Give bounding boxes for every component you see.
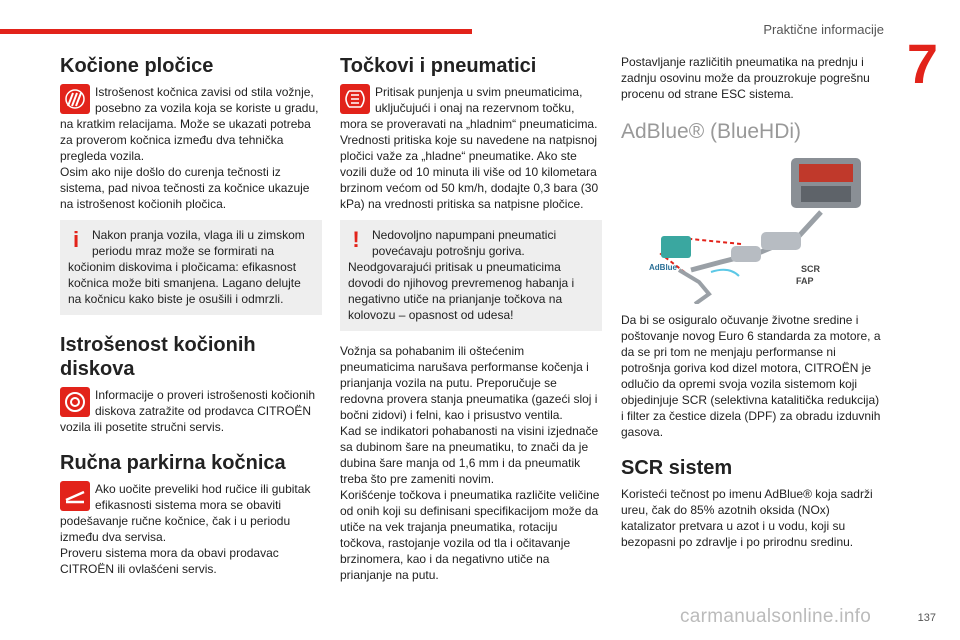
esc-text: Postavljanje različitih pneumatika na prednju i zadnju osovinu može da prouzrokuje pogrešnu procenu od strane ESC sistema. xyxy=(621,55,870,101)
column-adblue xyxy=(621,54,883,550)
label-adblue: AdBlue xyxy=(649,263,677,272)
label-scr: SCR xyxy=(801,264,821,274)
brake-discs-text: Informacije o proveri istrošenosti kočionih diskova zatražite od prodavca CITROËN vozila ili posetite stručni servis. xyxy=(60,388,316,434)
watermark: carmanualsonline.info xyxy=(680,606,872,627)
info-note-text: Nakon pranja vozila, vlaga ili u zimskom periodu mraz može se formirati na kočionim diskovima i pločicama: efikasnost kočnica može biti smanjena. Lagano delujte na kočnicu kako biste je osušili i odmrzli. xyxy=(68,228,305,306)
engine-block xyxy=(791,158,861,208)
scr-text: Koristeći tečnost po imenu AdBlue® koja sadrži ureu, čak do 85% azotnih oksida (NOx) katalizator pretvara u azot i u vodu, koji su bezopasni po zdravlje i po prirodnu sredinu. xyxy=(621,487,873,549)
heading-scr-system: SCR sistem xyxy=(621,457,733,479)
page-number: 137 xyxy=(917,612,936,624)
tyres-text-3: Vožnja sa pohabanim ili oštećenim pneumaticima narušava performanse kočenja i prianjanja vozila na putu. Preporučuje se redovna provera stanja pneumatika (gazeći sloj i bočni zidovi) i felni, kao i prisustvo ventila. xyxy=(340,344,598,422)
heading-adblue: AdBlue® (BlueHDi) xyxy=(621,120,802,143)
label-fap: FAP xyxy=(796,276,814,286)
heading-wheels-tyres: Točkovi i pneumatici xyxy=(340,55,537,77)
page-header: Praktične informacije xyxy=(763,22,884,37)
tyre-icon xyxy=(340,84,370,114)
heading-brake-pads: Kočione pločice xyxy=(60,55,214,77)
warning-note-text-1: Nedovoljno napumpani pneumatici povećavaju potrošnju goriva. xyxy=(372,228,557,258)
heading-brake-discs: Istrošenost kočionih diskova xyxy=(60,334,256,380)
brake-pads-text-2: Osim ako nije došlo do curenja tečnosti iz sistema, pad nivoa tečnosti za kočnice ukazuje na istrošenost kočionih pločica. xyxy=(60,165,310,211)
tyres-text-5: Korišćenje točkova i pneumatika različite veličine od onih koji su definisani specifikacijom može da utiče na vek trajanja pneumatika, rotaciju točkova, rastojanje vozila od tla i očitavanje brzinomera, kao i da negativno utiče na prianjanje na putu. xyxy=(340,488,600,582)
parking-brake-text-2: Proveru sistema mora da obavi prodavac CITROËN ili ovlašćeni servis. xyxy=(60,546,279,576)
column-brakes xyxy=(60,54,322,577)
tyres-text-2: Vrednosti pritiska koje su navedene na natpisnoj pločici važe za „hladne“ pneumatike. Ako ste vozili duže od 10 minuta ili više od 10 kilometara brzinom većom od 50 km/h, dodajte 0,3 bara (30 kPa) na vrednosti pritiska sa natpisne pločice. xyxy=(340,133,599,211)
parking-brake-icon xyxy=(60,481,90,511)
info-icon: i xyxy=(72,227,80,252)
parking-brake-text-1: Ako uočite preveliki hod ručice ili gubitak efikasnosti sistema mora se obaviti podešavanje ručne kočnice, čak i u periodu između dva servisa. xyxy=(60,482,311,544)
warning-note-text-2: Neodgovarajući pritisak u pneumaticima dovodi do njihovog prevremenog habanja i negativno utiče na prianjanje točkova na kolovozu – opasnost od udesa! xyxy=(348,260,575,322)
chapter-number: 7 xyxy=(906,32,938,95)
exhaust-system-illustration xyxy=(621,154,883,304)
warning-icon: ! xyxy=(352,227,360,252)
warning-note xyxy=(340,220,602,331)
brake-pad-icon xyxy=(60,84,90,114)
brake-disc-icon xyxy=(60,387,90,417)
top-accent-bar xyxy=(0,29,472,34)
brake-pads-text-1: Istrošenost kočnica zavisi od stila vožnje, posebno za vozila koja se koriste u gradu, na kratkim relacijama. Može se ukazati potreba za proverom kočnica između dva tehnička pregleda vozila. xyxy=(60,85,319,163)
tyres-text-4: Kad se indikatori pohabanosti na visini izjednače sa dubinom šare na pneumatiku, to znači da je dubina šare manja od 1,6 mm i da pneumatik treba što pre zameniti novim. xyxy=(340,424,599,486)
heading-parking-brake: Ručna parkirna kočnica xyxy=(60,452,286,474)
adblue-text: Da bi se osiguralo očuvanje životne sredine i poštovanje novog Euro 6 standarda za motore, a da se pri tom ne menjaju performanse ni potrošnja goriva kod dizel motora, CITROËN je odlučio da opremi svoja vozila sistemom koji objedinjuje SCR (selektivna katalitička redukcija) i filter za čestice dizela (DPF) za obradu izduvnih gasova. xyxy=(621,313,881,439)
tyres-text-1: Pritisak punjenja u svim pneumaticima, uključujući i onaj na rezervnom točku, mora se proveravati na „hladnim“ pneumaticima. xyxy=(340,85,598,131)
column-tyres xyxy=(340,54,602,583)
info-note xyxy=(60,220,322,315)
